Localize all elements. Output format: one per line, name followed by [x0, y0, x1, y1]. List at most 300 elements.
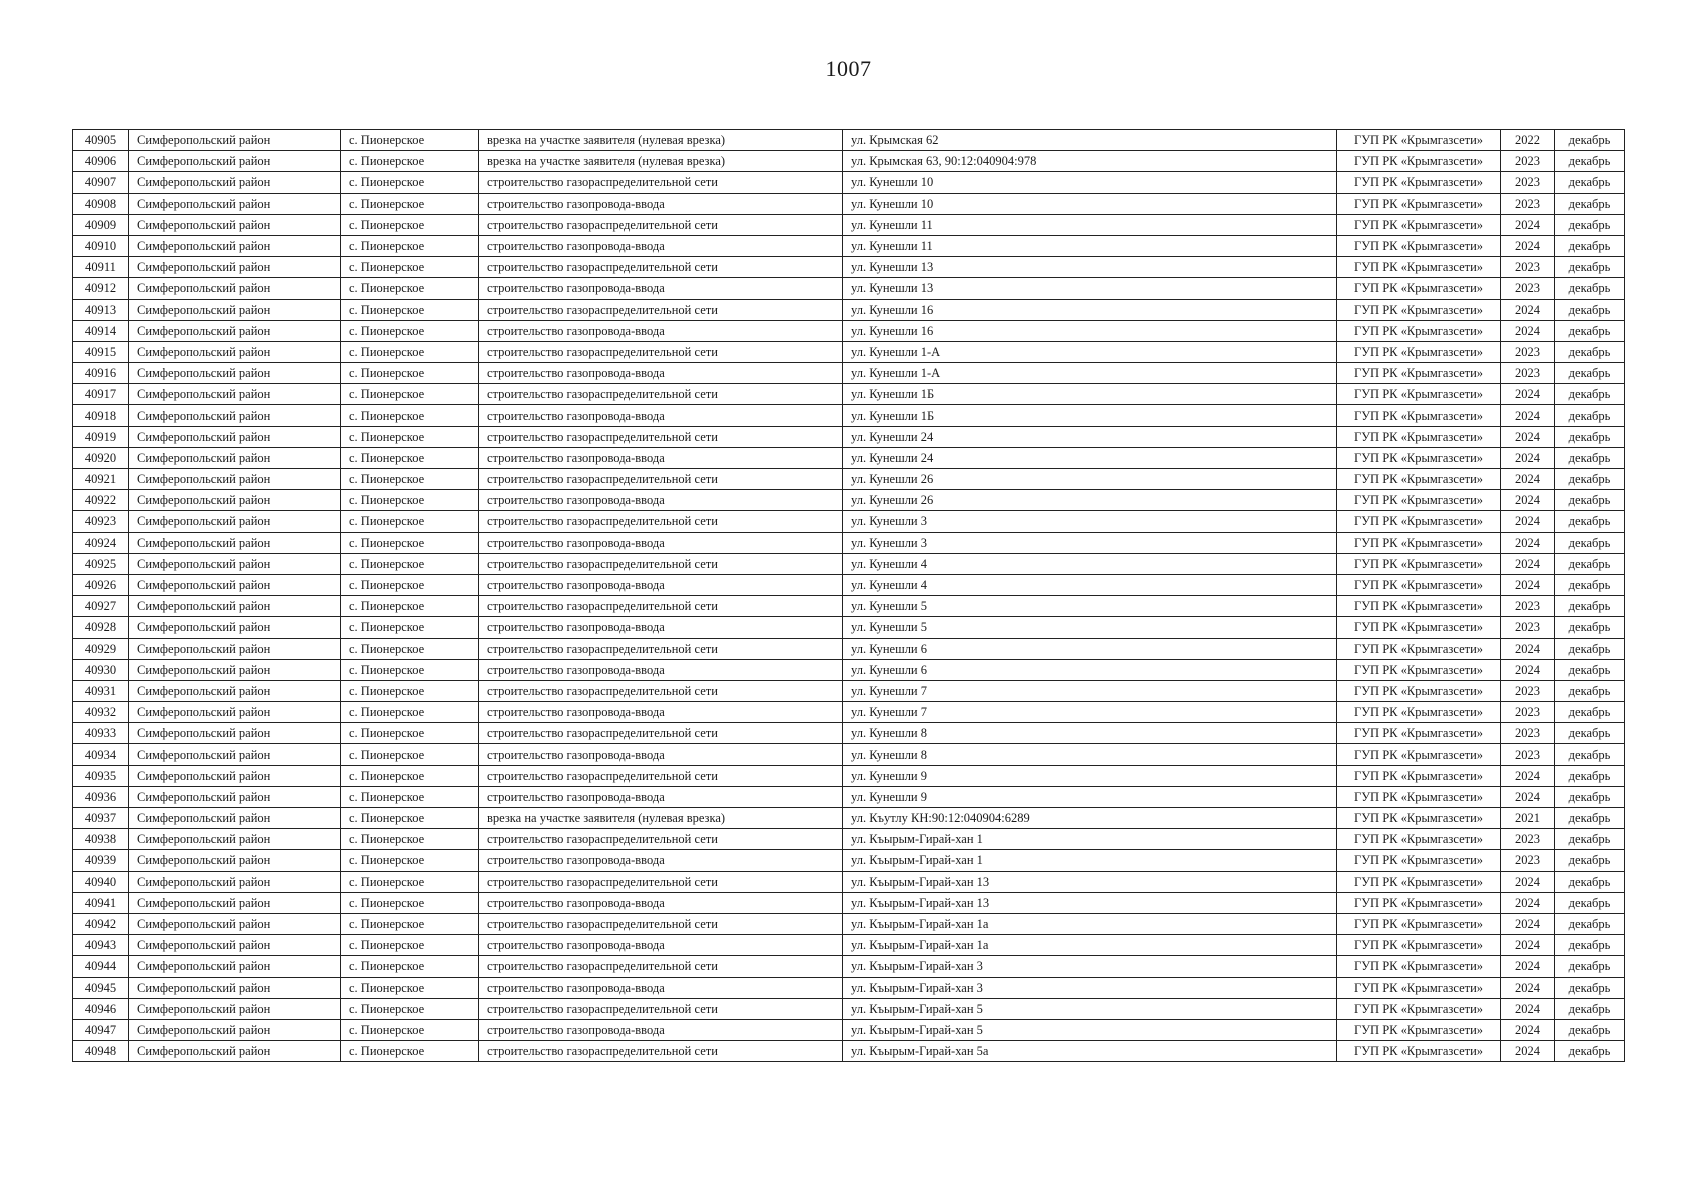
- work-type-cell: строительство газопровода-ввода: [479, 892, 843, 913]
- year-cell: 2023: [1501, 680, 1555, 701]
- row-number-cell: 40933: [73, 723, 129, 744]
- month-cell: декабрь: [1555, 913, 1625, 934]
- table-row: [73, 278, 1625, 299]
- district-cell: Симферопольский район: [129, 617, 341, 638]
- district-cell: Симферопольский район: [129, 744, 341, 765]
- month-cell: декабрь: [1555, 490, 1625, 511]
- month-cell: декабрь: [1555, 341, 1625, 362]
- work-type-cell: строительство газораспределительной сети: [479, 214, 843, 235]
- district-cell: Симферопольский район: [129, 214, 341, 235]
- row-number-cell: 40930: [73, 659, 129, 680]
- year-cell: 2023: [1501, 723, 1555, 744]
- address-cell: ул. Кунешли 24: [843, 447, 1337, 468]
- year-cell: 2024: [1501, 765, 1555, 786]
- settlement-cell: с. Пионерское: [341, 151, 479, 172]
- table-row: [73, 341, 1625, 362]
- work-type-cell: строительство газораспределительной сети: [479, 765, 843, 786]
- table-row: [73, 638, 1625, 659]
- district-cell: Симферопольский район: [129, 278, 341, 299]
- district-cell: Симферопольский район: [129, 574, 341, 595]
- table-row: [73, 871, 1625, 892]
- work-type-cell: строительство газораспределительной сети: [479, 1041, 843, 1062]
- work-type-cell: строительство газопровода-ввода: [479, 320, 843, 341]
- month-cell: декабрь: [1555, 638, 1625, 659]
- address-cell: ул. Къутлу КН:90:12:040904:6289: [843, 808, 1337, 829]
- organization-cell: ГУП РК «Крымгазсети»: [1337, 786, 1501, 807]
- settlement-cell: с. Пионерское: [341, 680, 479, 701]
- month-cell: декабрь: [1555, 384, 1625, 405]
- work-type-cell: строительство газопровода-ввода: [479, 744, 843, 765]
- month-cell: декабрь: [1555, 659, 1625, 680]
- month-cell: декабрь: [1555, 320, 1625, 341]
- table-row: [73, 680, 1625, 701]
- row-number-cell: 40948: [73, 1041, 129, 1062]
- month-cell: декабрь: [1555, 956, 1625, 977]
- organization-cell: ГУП РК «Крымгазсети»: [1337, 808, 1501, 829]
- year-cell: 2024: [1501, 299, 1555, 320]
- work-type-cell: строительство газораспределительной сети: [479, 553, 843, 574]
- settlement-cell: с. Пионерское: [341, 214, 479, 235]
- address-cell: ул. Кунешли 7: [843, 702, 1337, 723]
- table-row: [73, 1019, 1625, 1040]
- year-cell: 2024: [1501, 405, 1555, 426]
- table-row: [73, 151, 1625, 172]
- year-cell: 2024: [1501, 553, 1555, 574]
- district-cell: Симферопольский район: [129, 892, 341, 913]
- settlement-cell: с. Пионерское: [341, 299, 479, 320]
- year-cell: 2024: [1501, 638, 1555, 659]
- district-cell: Симферопольский район: [129, 469, 341, 490]
- settlement-cell: с. Пионерское: [341, 998, 479, 1019]
- work-type-cell: строительство газораспределительной сети: [479, 638, 843, 659]
- month-cell: декабрь: [1555, 511, 1625, 532]
- month-cell: декабрь: [1555, 532, 1625, 553]
- table-row: [73, 214, 1625, 235]
- work-type-cell: строительство газораспределительной сети: [479, 299, 843, 320]
- work-type-cell: строительство газопровода-ввода: [479, 786, 843, 807]
- settlement-cell: с. Пионерское: [341, 426, 479, 447]
- table-row: [73, 384, 1625, 405]
- month-cell: декабрь: [1555, 871, 1625, 892]
- organization-cell: ГУП РК «Крымгазсети»: [1337, 363, 1501, 384]
- district-cell: Симферопольский район: [129, 808, 341, 829]
- district-cell: Симферопольский район: [129, 532, 341, 553]
- settlement-cell: с. Пионерское: [341, 913, 479, 934]
- year-cell: 2024: [1501, 426, 1555, 447]
- address-cell: ул. Крымская 63, 90:12:040904:978: [843, 151, 1337, 172]
- settlement-cell: с. Пионерское: [341, 638, 479, 659]
- row-number-cell: 40914: [73, 320, 129, 341]
- month-cell: декабрь: [1555, 299, 1625, 320]
- table-row: [73, 850, 1625, 871]
- address-cell: ул. Къырым-Гирай-хан 3: [843, 956, 1337, 977]
- district-cell: Симферопольский район: [129, 680, 341, 701]
- table-row: [73, 702, 1625, 723]
- settlement-cell: с. Пионерское: [341, 257, 479, 278]
- table-row: [73, 469, 1625, 490]
- organization-cell: ГУП РК «Крымгазсети»: [1337, 553, 1501, 574]
- work-type-cell: строительство газопровода-ввода: [479, 1019, 843, 1040]
- organization-cell: ГУП РК «Крымгазсети»: [1337, 299, 1501, 320]
- settlement-cell: с. Пионерское: [341, 1041, 479, 1062]
- organization-cell: ГУП РК «Крымгазсети»: [1337, 469, 1501, 490]
- row-number-cell: 40906: [73, 151, 129, 172]
- table-row: [73, 956, 1625, 977]
- settlement-cell: с. Пионерское: [341, 808, 479, 829]
- work-type-cell: строительство газораспределительной сети: [479, 723, 843, 744]
- gasification-registry-table: [72, 129, 1625, 1062]
- table-row: [73, 596, 1625, 617]
- address-cell: ул. Къырым-Гирай-хан 1а: [843, 935, 1337, 956]
- organization-cell: ГУП РК «Крымгазсети»: [1337, 956, 1501, 977]
- district-cell: Симферопольский район: [129, 659, 341, 680]
- row-number-cell: 40912: [73, 278, 129, 299]
- organization-cell: ГУП РК «Крымгазсети»: [1337, 235, 1501, 256]
- month-cell: декабрь: [1555, 172, 1625, 193]
- address-cell: ул. Кунешли 5: [843, 617, 1337, 638]
- settlement-cell: с. Пионерское: [341, 723, 479, 744]
- address-cell: ул. Кунешли 4: [843, 553, 1337, 574]
- row-number-cell: 40942: [73, 913, 129, 934]
- organization-cell: ГУП РК «Крымгазсети»: [1337, 532, 1501, 553]
- year-cell: 2024: [1501, 1041, 1555, 1062]
- row-number-cell: 40922: [73, 490, 129, 511]
- month-cell: декабрь: [1555, 850, 1625, 871]
- table-row: [73, 659, 1625, 680]
- work-type-cell: строительство газораспределительной сети: [479, 956, 843, 977]
- organization-cell: ГУП РК «Крымгазсети»: [1337, 278, 1501, 299]
- address-cell: ул. Кунешли 10: [843, 172, 1337, 193]
- district-cell: Симферопольский район: [129, 257, 341, 278]
- address-cell: ул. Кунешли 6: [843, 659, 1337, 680]
- address-cell: ул. Къырым-Гирай-хан 1а: [843, 913, 1337, 934]
- year-cell: 2024: [1501, 892, 1555, 913]
- district-cell: Симферопольский район: [129, 447, 341, 468]
- month-cell: декабрь: [1555, 214, 1625, 235]
- work-type-cell: строительство газораспределительной сети: [479, 384, 843, 405]
- year-cell: 2023: [1501, 744, 1555, 765]
- table-row: [73, 490, 1625, 511]
- year-cell: 2024: [1501, 511, 1555, 532]
- month-cell: декабрь: [1555, 744, 1625, 765]
- organization-cell: ГУП РК «Крымгазсети»: [1337, 447, 1501, 468]
- year-cell: 2022: [1501, 130, 1555, 151]
- row-number-cell: 40943: [73, 935, 129, 956]
- settlement-cell: с. Пионерское: [341, 574, 479, 595]
- table-row: [73, 363, 1625, 384]
- district-cell: Симферопольский район: [129, 405, 341, 426]
- address-cell: ул. Къырым-Гирай-хан 1: [843, 829, 1337, 850]
- work-type-cell: строительство газопровода-ввода: [479, 617, 843, 638]
- organization-cell: ГУП РК «Крымгазсети»: [1337, 511, 1501, 532]
- table-row: [73, 617, 1625, 638]
- month-cell: декабрь: [1555, 786, 1625, 807]
- row-number-cell: 40931: [73, 680, 129, 701]
- month-cell: декабрь: [1555, 1019, 1625, 1040]
- district-cell: Симферопольский район: [129, 935, 341, 956]
- district-cell: Симферопольский район: [129, 193, 341, 214]
- work-type-cell: строительство газораспределительной сети: [479, 172, 843, 193]
- month-cell: декабрь: [1555, 829, 1625, 850]
- year-cell: 2024: [1501, 214, 1555, 235]
- settlement-cell: с. Пионерское: [341, 871, 479, 892]
- table-row: [73, 786, 1625, 807]
- table-row: [73, 935, 1625, 956]
- address-cell: ул. Къырым-Гирай-хан 1: [843, 850, 1337, 871]
- year-cell: 2024: [1501, 574, 1555, 595]
- address-cell: ул. Кунешли 16: [843, 320, 1337, 341]
- row-number-cell: 40940: [73, 871, 129, 892]
- district-cell: Симферопольский район: [129, 956, 341, 977]
- month-cell: декабрь: [1555, 723, 1625, 744]
- work-type-cell: строительство газораспределительной сети: [479, 913, 843, 934]
- year-cell: 2023: [1501, 193, 1555, 214]
- row-number-cell: 40945: [73, 977, 129, 998]
- month-cell: декабрь: [1555, 1041, 1625, 1062]
- table-row: [73, 892, 1625, 913]
- row-number-cell: 40908: [73, 193, 129, 214]
- district-cell: Симферопольский район: [129, 829, 341, 850]
- row-number-cell: 40928: [73, 617, 129, 638]
- district-cell: Симферопольский район: [129, 913, 341, 934]
- district-cell: Симферопольский район: [129, 299, 341, 320]
- settlement-cell: с. Пионерское: [341, 172, 479, 193]
- settlement-cell: с. Пионерское: [341, 617, 479, 638]
- organization-cell: ГУП РК «Крымгазсети»: [1337, 257, 1501, 278]
- district-cell: Симферопольский район: [129, 596, 341, 617]
- work-type-cell: строительство газопровода-ввода: [479, 574, 843, 595]
- work-type-cell: строительство газопровода-ввода: [479, 935, 843, 956]
- month-cell: декабрь: [1555, 278, 1625, 299]
- month-cell: декабрь: [1555, 193, 1625, 214]
- table-row: [73, 913, 1625, 934]
- year-cell: 2023: [1501, 829, 1555, 850]
- row-number-cell: 40926: [73, 574, 129, 595]
- work-type-cell: строительство газопровода-ввода: [479, 405, 843, 426]
- table-row: [73, 172, 1625, 193]
- district-cell: Симферопольский район: [129, 363, 341, 384]
- address-cell: ул. Кунешли 13: [843, 257, 1337, 278]
- work-type-cell: строительство газораспределительной сети: [479, 829, 843, 850]
- work-type-cell: строительство газораспределительной сети: [479, 341, 843, 362]
- month-cell: декабрь: [1555, 469, 1625, 490]
- settlement-cell: с. Пионерское: [341, 935, 479, 956]
- work-type-cell: врезка на участке заявителя (нулевая врезка): [479, 808, 843, 829]
- year-cell: 2024: [1501, 998, 1555, 1019]
- settlement-cell: с. Пионерское: [341, 405, 479, 426]
- work-type-cell: строительство газопровода-ввода: [479, 532, 843, 553]
- work-type-cell: строительство газопровода-ввода: [479, 659, 843, 680]
- address-cell: ул. Кунешли 4: [843, 574, 1337, 595]
- settlement-cell: с. Пионерское: [341, 659, 479, 680]
- year-cell: 2021: [1501, 808, 1555, 829]
- year-cell: 2024: [1501, 320, 1555, 341]
- row-number-cell: 40925: [73, 553, 129, 574]
- row-number-cell: 40932: [73, 702, 129, 723]
- address-cell: ул. Къырым-Гирай-хан 3: [843, 977, 1337, 998]
- month-cell: декабрь: [1555, 596, 1625, 617]
- table-row: [73, 1041, 1625, 1062]
- district-cell: Симферопольский район: [129, 235, 341, 256]
- row-number-cell: 40910: [73, 235, 129, 256]
- address-cell: ул. Крымская 62: [843, 130, 1337, 151]
- year-cell: 2023: [1501, 617, 1555, 638]
- year-cell: 2023: [1501, 596, 1555, 617]
- year-cell: 2024: [1501, 1019, 1555, 1040]
- district-cell: Симферопольский район: [129, 871, 341, 892]
- table-row: [73, 235, 1625, 256]
- row-number-cell: 40947: [73, 1019, 129, 1040]
- district-cell: Симферопольский район: [129, 998, 341, 1019]
- district-cell: Симферопольский район: [129, 172, 341, 193]
- month-cell: декабрь: [1555, 680, 1625, 701]
- month-cell: декабрь: [1555, 151, 1625, 172]
- address-cell: ул. Кунешли 10: [843, 193, 1337, 214]
- address-cell: ул. Къырым-Гирай-хан 13: [843, 871, 1337, 892]
- row-number-cell: 40923: [73, 511, 129, 532]
- month-cell: декабрь: [1555, 405, 1625, 426]
- row-number-cell: 40927: [73, 596, 129, 617]
- work-type-cell: строительство газораспределительной сети: [479, 998, 843, 1019]
- month-cell: декабрь: [1555, 977, 1625, 998]
- row-number-cell: 40929: [73, 638, 129, 659]
- address-cell: ул. Кунешли 3: [843, 511, 1337, 532]
- work-type-cell: строительство газопровода-ввода: [479, 977, 843, 998]
- district-cell: Симферопольский район: [129, 151, 341, 172]
- organization-cell: ГУП РК «Крымгазсети»: [1337, 977, 1501, 998]
- organization-cell: ГУП РК «Крымгазсети»: [1337, 913, 1501, 934]
- organization-cell: ГУП РК «Крымгазсети»: [1337, 574, 1501, 595]
- settlement-cell: с. Пионерское: [341, 744, 479, 765]
- address-cell: ул. Кунешли 3: [843, 532, 1337, 553]
- organization-cell: ГУП РК «Крымгазсети»: [1337, 659, 1501, 680]
- year-cell: 2024: [1501, 935, 1555, 956]
- table-row: [73, 532, 1625, 553]
- row-number-cell: 40915: [73, 341, 129, 362]
- table-row: [73, 299, 1625, 320]
- month-cell: декабрь: [1555, 257, 1625, 278]
- organization-cell: ГУП РК «Крымгазсети»: [1337, 426, 1501, 447]
- address-cell: ул. Кунешли 16: [843, 299, 1337, 320]
- district-cell: Симферопольский район: [129, 765, 341, 786]
- table-row: [73, 511, 1625, 532]
- work-type-cell: строительство газораспределительной сети: [479, 257, 843, 278]
- work-type-cell: строительство газопровода-ввода: [479, 702, 843, 723]
- year-cell: 2024: [1501, 913, 1555, 934]
- address-cell: ул. Къырым-Гирай-хан 5: [843, 1019, 1337, 1040]
- settlement-cell: с. Пионерское: [341, 850, 479, 871]
- address-cell: ул. Къырым-Гирай-хан 5а: [843, 1041, 1337, 1062]
- month-cell: декабрь: [1555, 553, 1625, 574]
- organization-cell: ГУП РК «Крымгазсети»: [1337, 384, 1501, 405]
- year-cell: 2023: [1501, 702, 1555, 723]
- month-cell: декабрь: [1555, 574, 1625, 595]
- organization-cell: ГУП РК «Крымгазсети»: [1337, 490, 1501, 511]
- organization-cell: ГУП РК «Крымгазсети»: [1337, 341, 1501, 362]
- organization-cell: ГУП РК «Крымгазсети»: [1337, 320, 1501, 341]
- district-cell: Симферопольский район: [129, 130, 341, 151]
- organization-cell: ГУП РК «Крымгазсети»: [1337, 596, 1501, 617]
- work-type-cell: строительство газопровода-ввода: [479, 363, 843, 384]
- organization-cell: ГУП РК «Крымгазсети»: [1337, 680, 1501, 701]
- settlement-cell: с. Пионерское: [341, 490, 479, 511]
- organization-cell: ГУП РК «Крымгазсети»: [1337, 744, 1501, 765]
- row-number-cell: 40921: [73, 469, 129, 490]
- row-number-cell: 40911: [73, 257, 129, 278]
- settlement-cell: с. Пионерское: [341, 278, 479, 299]
- month-cell: декабрь: [1555, 235, 1625, 256]
- table-row: [73, 405, 1625, 426]
- row-number-cell: 40944: [73, 956, 129, 977]
- month-cell: декабрь: [1555, 765, 1625, 786]
- table-row: [73, 977, 1625, 998]
- month-cell: декабрь: [1555, 447, 1625, 468]
- address-cell: ул. Кунешли 13: [843, 278, 1337, 299]
- address-cell: ул. Къырым-Гирай-хан 13: [843, 892, 1337, 913]
- month-cell: декабрь: [1555, 617, 1625, 638]
- month-cell: декабрь: [1555, 998, 1625, 1019]
- district-cell: Симферопольский район: [129, 511, 341, 532]
- settlement-cell: с. Пионерское: [341, 363, 479, 384]
- settlement-cell: с. Пионерское: [341, 511, 479, 532]
- settlement-cell: с. Пионерское: [341, 829, 479, 850]
- work-type-cell: строительство газораспределительной сети: [479, 469, 843, 490]
- settlement-cell: с. Пионерское: [341, 765, 479, 786]
- settlement-cell: с. Пионерское: [341, 553, 479, 574]
- settlement-cell: с. Пионерское: [341, 193, 479, 214]
- table-row: [73, 723, 1625, 744]
- settlement-cell: с. Пионерское: [341, 130, 479, 151]
- month-cell: декабрь: [1555, 426, 1625, 447]
- address-cell: ул. Кунешли 1Б: [843, 405, 1337, 426]
- address-cell: ул. Кунешли 11: [843, 235, 1337, 256]
- organization-cell: ГУП РК «Крымгазсети»: [1337, 193, 1501, 214]
- row-number-cell: 40919: [73, 426, 129, 447]
- address-cell: ул. Кунешли 9: [843, 786, 1337, 807]
- settlement-cell: с. Пионерское: [341, 235, 479, 256]
- table-row: [73, 553, 1625, 574]
- settlement-cell: с. Пионерское: [341, 469, 479, 490]
- organization-cell: ГУП РК «Крымгазсети»: [1337, 151, 1501, 172]
- organization-cell: ГУП РК «Крымгазсети»: [1337, 214, 1501, 235]
- settlement-cell: с. Пионерское: [341, 596, 479, 617]
- row-number-cell: 40918: [73, 405, 129, 426]
- row-number-cell: 40905: [73, 130, 129, 151]
- row-number-cell: 40917: [73, 384, 129, 405]
- month-cell: декабрь: [1555, 702, 1625, 723]
- settlement-cell: с. Пионерское: [341, 320, 479, 341]
- year-cell: 2023: [1501, 151, 1555, 172]
- table-row: [73, 765, 1625, 786]
- organization-cell: ГУП РК «Крымгазсети»: [1337, 765, 1501, 786]
- table-row: [73, 808, 1625, 829]
- work-type-cell: строительство газораспределительной сети: [479, 511, 843, 532]
- month-cell: декабрь: [1555, 935, 1625, 956]
- address-cell: ул. Кунешли 8: [843, 723, 1337, 744]
- work-type-cell: строительство газораспределительной сети: [479, 680, 843, 701]
- organization-cell: ГУП РК «Крымгазсети»: [1337, 172, 1501, 193]
- address-cell: ул. Кунешли 26: [843, 490, 1337, 511]
- district-cell: Симферопольский район: [129, 702, 341, 723]
- organization-cell: ГУП РК «Крымгазсети»: [1337, 850, 1501, 871]
- address-cell: ул. Кунешли 9: [843, 765, 1337, 786]
- work-type-cell: строительство газораспределительной сети: [479, 426, 843, 447]
- district-cell: Симферопольский район: [129, 426, 341, 447]
- row-number-cell: 40938: [73, 829, 129, 850]
- year-cell: 2024: [1501, 977, 1555, 998]
- district-cell: Симферопольский район: [129, 638, 341, 659]
- organization-cell: ГУП РК «Крымгазсети»: [1337, 1019, 1501, 1040]
